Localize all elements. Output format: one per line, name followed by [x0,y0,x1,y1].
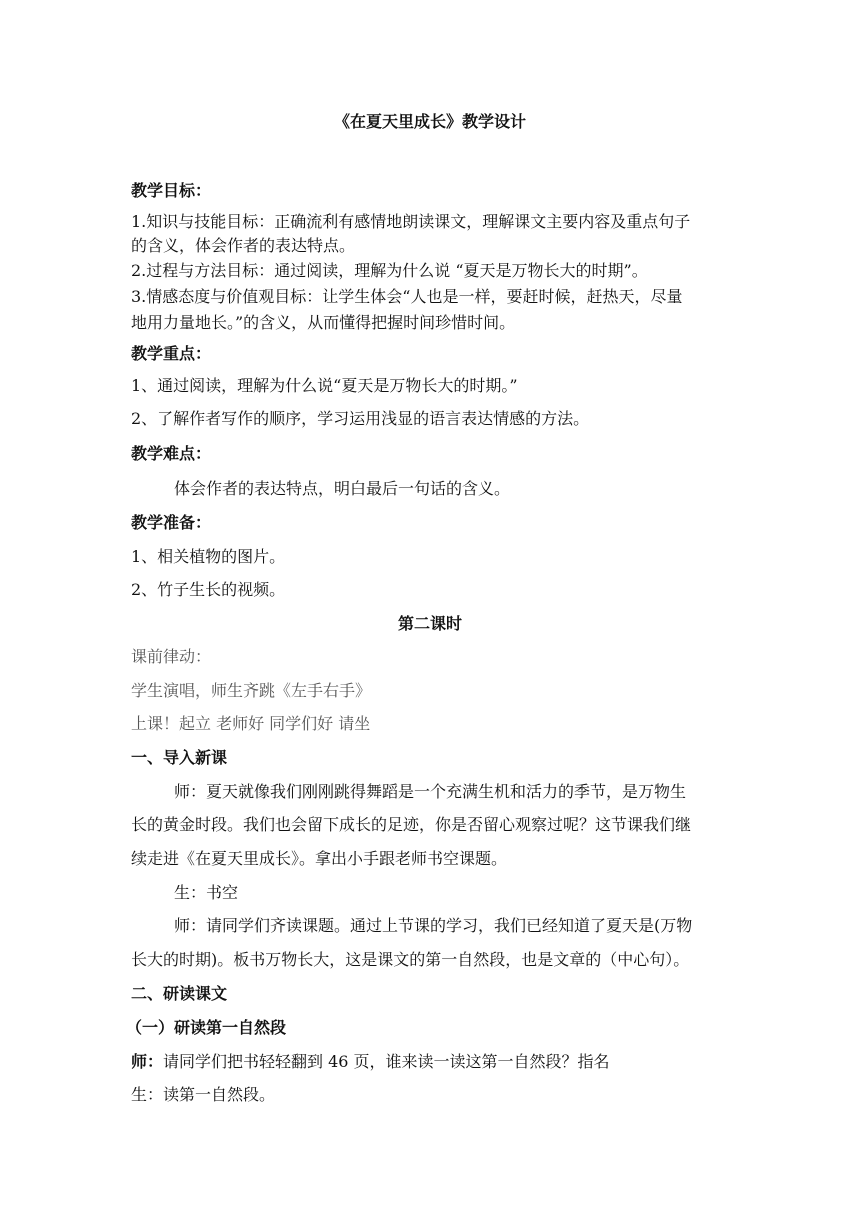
section-2-student: 生：读第一自然段。 [131,1085,276,1104]
goal-3-line-1: 3.情感态度与价值观目标：让学生体会“人也是一样，要赶时候，赶热天，尽量 [131,287,683,306]
section-2-sub-1: （一）研读第一自然段 [126,1018,287,1037]
section-1-para-2-line-2: 长大的时期)。板书万物长大，这是课文的第一自然段，也是文章的（中心句）。 [131,950,690,969]
section-1-para-1-line-1: 师：夏天就像我们刚刚跳得舞蹈是一个充满生机和活力的季节，是万物生 [174,782,687,801]
difficulty-text: 体会作者的表达特点，明白最后一句话的含义。 [174,479,511,498]
teacher-label: 师： [131,1052,164,1071]
section-2-teacher-line [131,1050,741,1074]
prep-item-2: 2、竹子生长的视频。 [131,580,286,599]
key-points-heading: 教学重点： [131,344,212,363]
key-point-1: 1、通过阅读，理解为什么说“夏天是万物长大的时期。” [131,376,518,395]
goal-2: 2.过程与方法目标：通过阅读，理解为什么说 “夏天是万物长大的时期”。 [131,261,648,280]
goals-heading: 教学目标： [131,181,212,200]
prep-heading: 教学准备： [131,513,212,532]
page-title: 《在夏天里成长》教学设计 [333,112,526,131]
section-1-student: 生：书空 [174,883,239,902]
section-1-para-1-line-3: 续走进《在夏天里成长》。拿出小手跟老师书空课题。 [131,849,508,868]
warmup-line-1: 学生演唱，师生齐跳《左手右手》 [131,681,372,700]
section-2-heading: 二、研读课文 [131,984,228,1003]
section-1-heading: 一、导入新课 [131,748,228,767]
goal-1-line-1: 1.知识与技能目标：正确流利有感情地朗读课文，理解课文主要内容及重点句子 [131,212,691,231]
section-1-para-1-line-2: 长的黄金时段。我们也会留下成长的足迹，你是否留心观察过呢？这节课我们继 [131,815,692,834]
prep-item-1: 1、相关植物的图片。 [131,547,286,566]
goal-3-line-2: 地用力量地长。”的含义，从而懂得把握时间珍惜时间。 [131,313,516,332]
goal-1-line-2: 的含义，体会作者的表达特点。 [131,236,356,255]
warmup-heading: 课前律动： [131,647,212,666]
key-point-2: 2、了解作者写作的顺序，学习运用浅显的语言表达情感的方法。 [131,409,590,428]
lesson-title: 第二课时 [397,614,462,633]
section-1-para-2-line-1: 师：请同学们齐读课题。通过上节课的学习，我们已经知道了夏天是(万物 [174,916,693,935]
warmup-line-2: 上课！起立 老师好 同学们好 请坐 [131,714,371,733]
teacher-text: 请同学们把书轻轻翻到 46 页，谁来读一读这第一自然段？指名 [163,1052,610,1071]
difficulty-heading: 教学难点： [131,444,212,463]
